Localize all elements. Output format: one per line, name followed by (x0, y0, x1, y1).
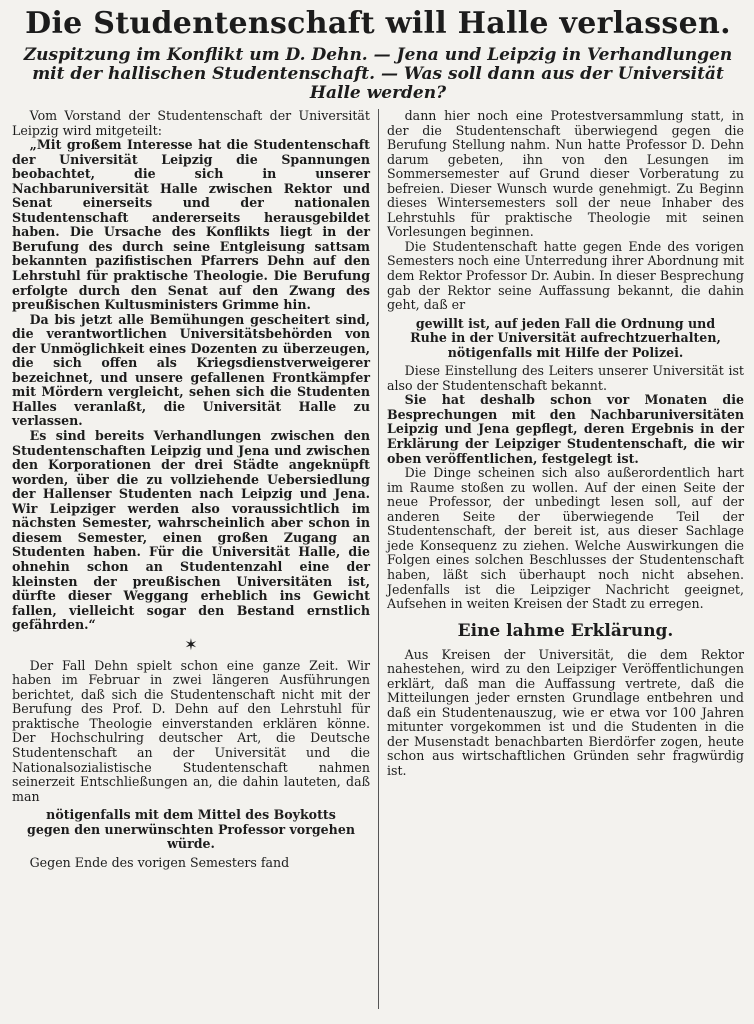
article-columns (12, 109, 744, 1009)
left-column (12, 109, 378, 1009)
emphasis-paragraph: gewillt ist, auf jeden Fall die Ordnung und Ruhe in der Universität aufrechtzuerhalten, nötigenfalls mit Hilfe der Polizei. (410, 315, 721, 360)
quote-paragraph: „Mit großem Interesse hat die Studentenschaft der Universität Leipzig die Spannungen beobachtet, die sich in unserer Nachbaruniversität Halle zwischen Rektor und Senat einerseits und der nationalen Studentenschaft andererseits herausgebildet haben. Die Ursache des Konflikts liegt in der Berufung des durch seine Entgleisung sattsam bekannten pazifistischen Pfarrers Dehn auf den Lehrstuhl für praktische Theologie. Die Berufung erfolgte durch den Senat auf den Zwang des preußischen Kultusministers Grimme hin. (12, 137, 370, 313)
paragraph: Der Fall Dehn spielt schon eine ganze Zeit. Wir haben im Februar in zwei längeren Ausführungen berichtet, daß sich die Studentenschaft nicht mit der Berufung des Prof. D. Dehn auf den Lehrstuhl für praktische Theologie einverstanden erklären könne. Der Hochschulring deutscher Art, die Deutsche Studentenschaft an der Universität und die Nationalsozialistische Studentenschaft nahmen seinerzeit Entschließungen an, die dahin lauteten, daß man (12, 657, 370, 804)
subheadline: Zuspitzung im Konflikt um D. Dehn. — Jena und Leipzig in Verhandlungen mit der hallischen Studentenschaft. — Was soll dann aus der Universität Halle werden? (23, 45, 733, 103)
paragraph: Die Dinge scheinen sich also außerordentlich hart im Raume stoßen zu wollen. Auf der einen Seite der neue Professor, der unbedingt lesen soll, auf der anderen Seite der überwiegende Teil der Studentenschaft, der bereit ist, aus dieser Sachlage jede Konsequenz zu ziehen. Welche Auswirkungen die Folgen eines solchen Beschlusses der Studentenschaft haben, läßt sich überhaupt noch nicht absehen. Jedenfalls ist die Leipziger Nachricht geeignet, Aufsehen in weiten Kreisen der Stadt zu erregen. (387, 465, 744, 612)
paragraph: dann hier noch eine Protestversammlung statt, in der die Studentenschaft überwiegend gegen die Berufung Stellung nahm. Nun hatte Professor D. Dehn darum gebeten, ihn von den Lesungen im Sommersemester auf Grund dieser Vorberatung zu befreien. Dieser Wunsch wurde genehmigt. Zu Beginn dieses Wintersemesters soll der neue Inhaber des Lehrstuhls für praktische Theologie mit seinen Vorlesungen beginnen. (387, 108, 744, 240)
right-column (378, 109, 744, 1009)
bold-paragraph: Sie hat deshalb schon vor Monaten die Besprechungen mit den Nachbaruniversitäten Leipzig und Jena gepflegt, deren Ergebnis in der Erklärung der Leipziger Studentenschaft, die wir oben veröffentlichen, festgelegt ist. (387, 392, 744, 466)
section-separator-star: ✶ (184, 634, 198, 654)
paragraph: Die Studentenschaft hatte gegen Ende des vorigen Semesters noch eine Unterredung ihrer Abordnung mit dem Rektor Professor Dr. Aubin. In dieser Besprechung gab der Rektor seine Auffassung bekannt, die dahin geht, daß er (387, 238, 744, 313)
section-subtitle: Eine lahme Erklärung. (457, 620, 674, 641)
quote-paragraph: Es sind bereits Verhandlungen zwischen den Studentenschaften Leipzig und Jena und zwischen den Korporationen der drei Städte angeknüpft worden, über die zu vollziehende Uebersiedlung der Hallenser Studenten nach Leipzig und Jena. Wir Leipziger werden also voraussichtlich im nächsten Semester, wahrscheinlich aber schon in diesem Semester, einen großen Zugang an Studenten haben. Für die Universität Halle, die ohnehin schon an Studentenzahl eine der kleinsten der preußischen Universitäten ist, dürfte dieser Weggang erheblich ins Gewicht fallen, vielleicht sogar den Bestand ernstlich gefährden.“ (12, 428, 370, 633)
quote-paragraph: Da bis jetzt alle Bemühungen gescheitert sind, die verantwortlichen Universitätsbehörden von der Unmöglichkeit eines Dozenten zu überzeugen, die sich offen als Kriegsdienstverweigerer bezeichnet, und unsere gefallenen Frontkämpfer mit Mördern vergleicht, sehen sich die Studenten Halles veranlaßt, die Universität Halle zu verlassen. (12, 311, 370, 429)
paragraph: Vom Vorstand der Studentenschaft der Universität Leipzig wird mitgeteilt: (12, 108, 370, 138)
paragraph: Aus Kreisen der Universität, die dem Rektor nahestehen, wird zu den Leipziger Veröffentlichungen erklärt, daß man die Auffassung vertrete, daß die Mitteilungen jeder ernsten Grundlage entbehren und daß ein Studentenauszug, wie er etwa vor 100 Jahren mitunter vorgekommen ist und die Studenten in die der Musenstadt benachbarten Bierdörfer zogen, heute schon aus wirtschaftlichen Gründen sehr fragwürdig ist. (387, 646, 744, 778)
headline: Die Studentenschaft will Halle verlassen. (25, 6, 731, 41)
paragraph: Gegen Ende des vorigen Semesters fand (29, 854, 290, 870)
emphasis-paragraph: nötigenfalls mit dem Mittel des Boykotts gegen den unerwünschten Professor vorgehen würde. (27, 807, 355, 852)
paragraph: Diese Einstellung des Leiters unserer Universität ist also der Studentenschaft bekannt. (387, 363, 744, 393)
